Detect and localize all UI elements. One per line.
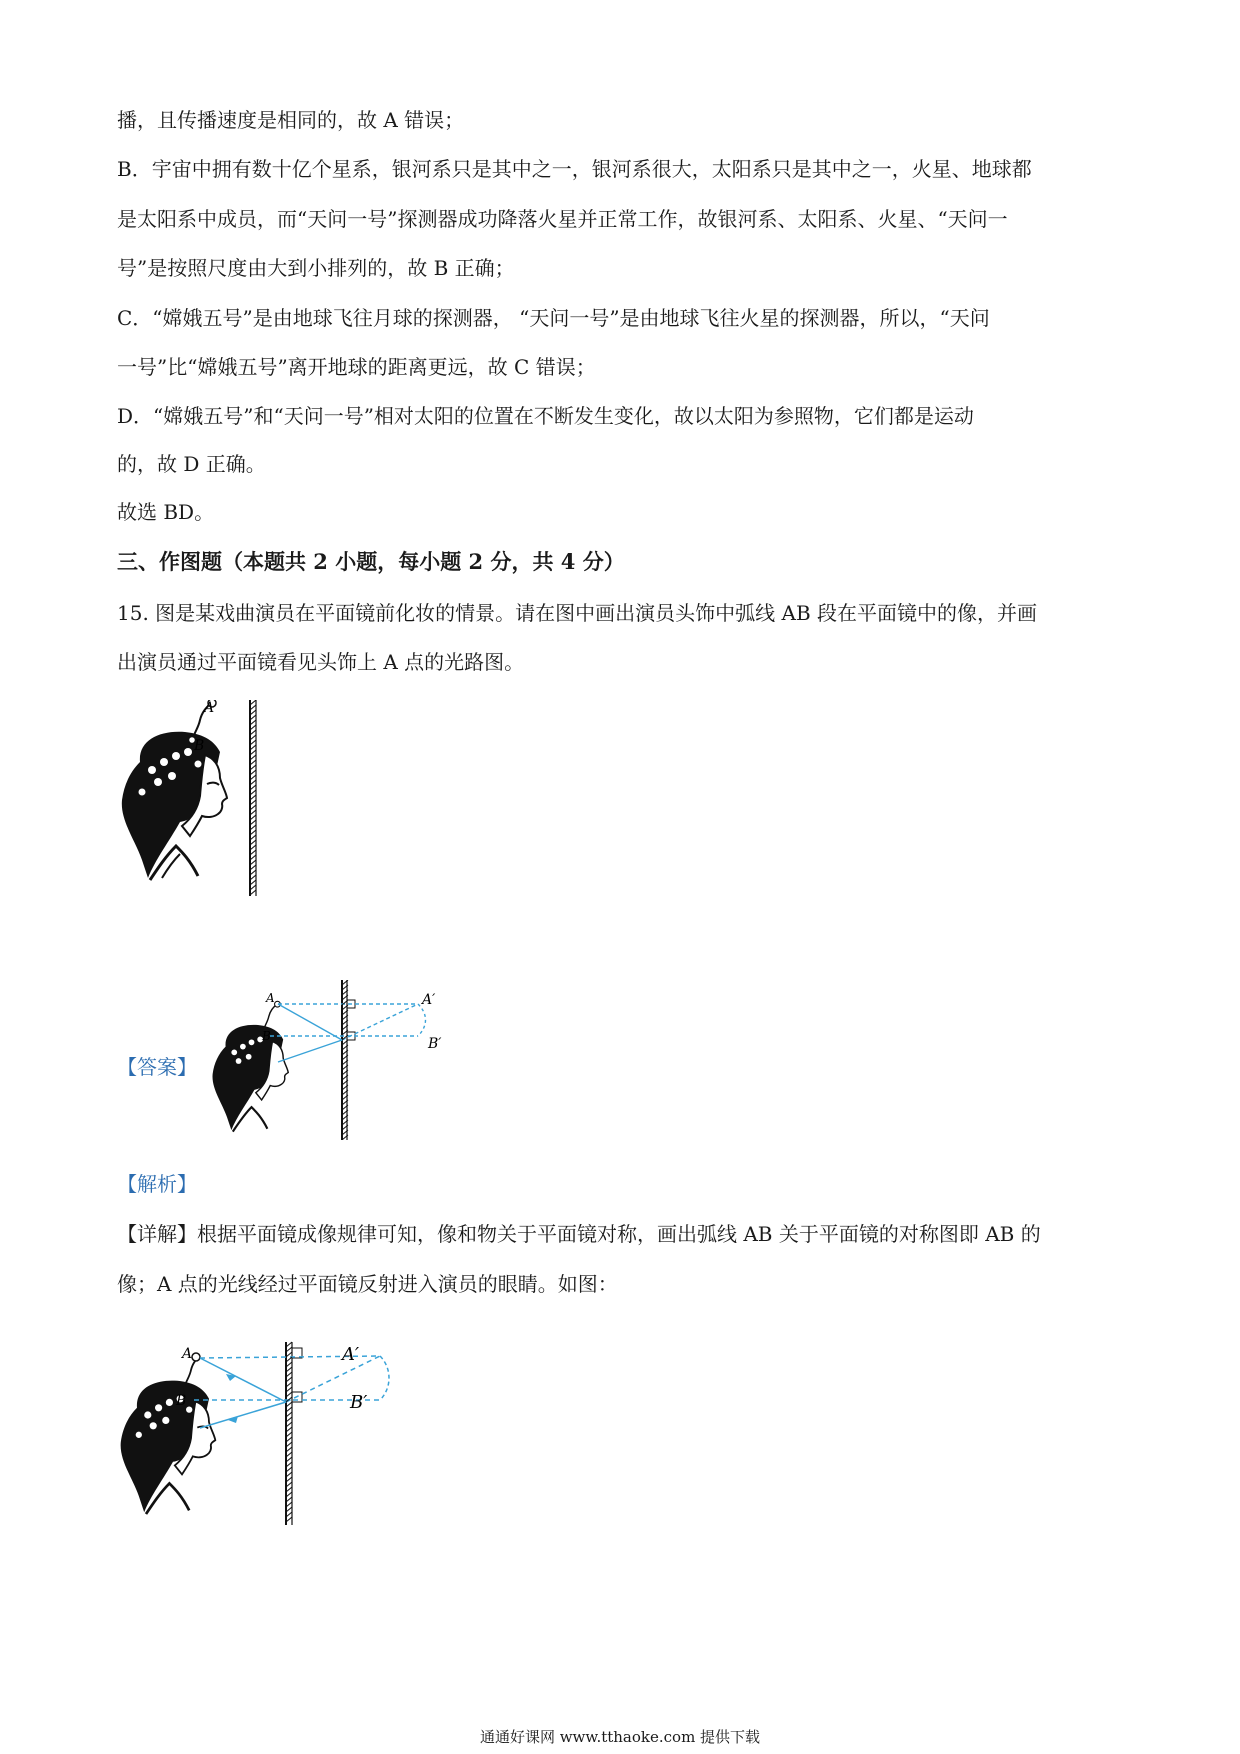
label-a: A	[204, 700, 215, 716]
label-b: B	[176, 1393, 187, 1409]
answer-label: 【答案】	[117, 1055, 197, 1079]
figure-answer	[200, 980, 460, 1140]
label-a: A	[182, 1346, 193, 1362]
label-a-image: A′	[422, 992, 436, 1008]
question-line-1: 15. 图是某戏曲演员在平面镜前化妆的情景。请在图中画出演员头饰中弧线 AB 段在平面镜中的像，并画	[117, 601, 1038, 625]
text-line-4: 号”是按照尺度由大到小排列的，故 B 正确；	[117, 256, 515, 280]
text-line-5: C．“嫦娥五号”是由地球飞往月球的探测器， “天问一号”是由地球飞往火星的探测器，所以，“天问	[117, 306, 990, 330]
label-b: B	[194, 738, 205, 754]
label-b-image: B′	[350, 1392, 368, 1413]
actress-head-icon	[213, 1001, 289, 1131]
detail-text-1: 根据平面镜成像规律可知，像和物关于平面镜对称，画出弧线 AB 关于平面镜的对称图即 AB 的	[197, 1222, 1041, 1246]
ray-paths	[270, 1004, 426, 1062]
figure-solution	[110, 1320, 440, 1525]
detail-line-1	[117, 1222, 1041, 1246]
text-line-6: 一号”比“嫦娥五号”离开地球的距离更远，故 C 错误；	[117, 355, 596, 379]
text-line-3: 是太阳系中成员，而“天问一号”探测器成功降落火星并正常工作，故银河系、太阳系、火星、“天问一	[117, 207, 1008, 231]
detail-line-2: 像；A 点的光线经过平面镜反射进入演员的眼睛。如图：	[117, 1272, 618, 1296]
figure-question	[110, 700, 310, 900]
label-a: A	[266, 991, 275, 1005]
question-line-2: 出演员通过平面镜看见头饰上 A 点的光路图。	[117, 650, 525, 674]
text-line-8: 的，故 D 正确。	[117, 452, 266, 476]
analysis-label: 【解析】	[117, 1172, 197, 1196]
section-heading: 三、作图题（本题共 2 小题，每小题 2 分，共 4 分）	[117, 549, 625, 574]
text-line-2: B．宇宙中拥有数十亿个星系，银河系只是其中之一，银河系很大，太阳系只是其中之一，火星、地球都	[117, 157, 1032, 181]
label-b: B	[262, 1029, 271, 1043]
label-a-image: A′	[342, 1344, 360, 1365]
text-line-7: D．“嫦娥五号”和“天问一号”相对太阳的位置在不断发生变化，故以太阳为参照物，它们都是运动	[117, 404, 974, 428]
text-line-1: 播，且传播速度是相同的，故 A 错误；	[117, 108, 465, 132]
label-b-image: B′	[428, 1036, 442, 1052]
detail-label: 【详解】	[117, 1222, 197, 1246]
page-footer: 通通好课网 www.tthaoke.com 提供下载	[479, 1728, 761, 1746]
text-line-9: 故选 BD。	[117, 500, 215, 524]
actress-head-icon	[121, 1356, 216, 1514]
actress-head-icon	[122, 700, 227, 880]
